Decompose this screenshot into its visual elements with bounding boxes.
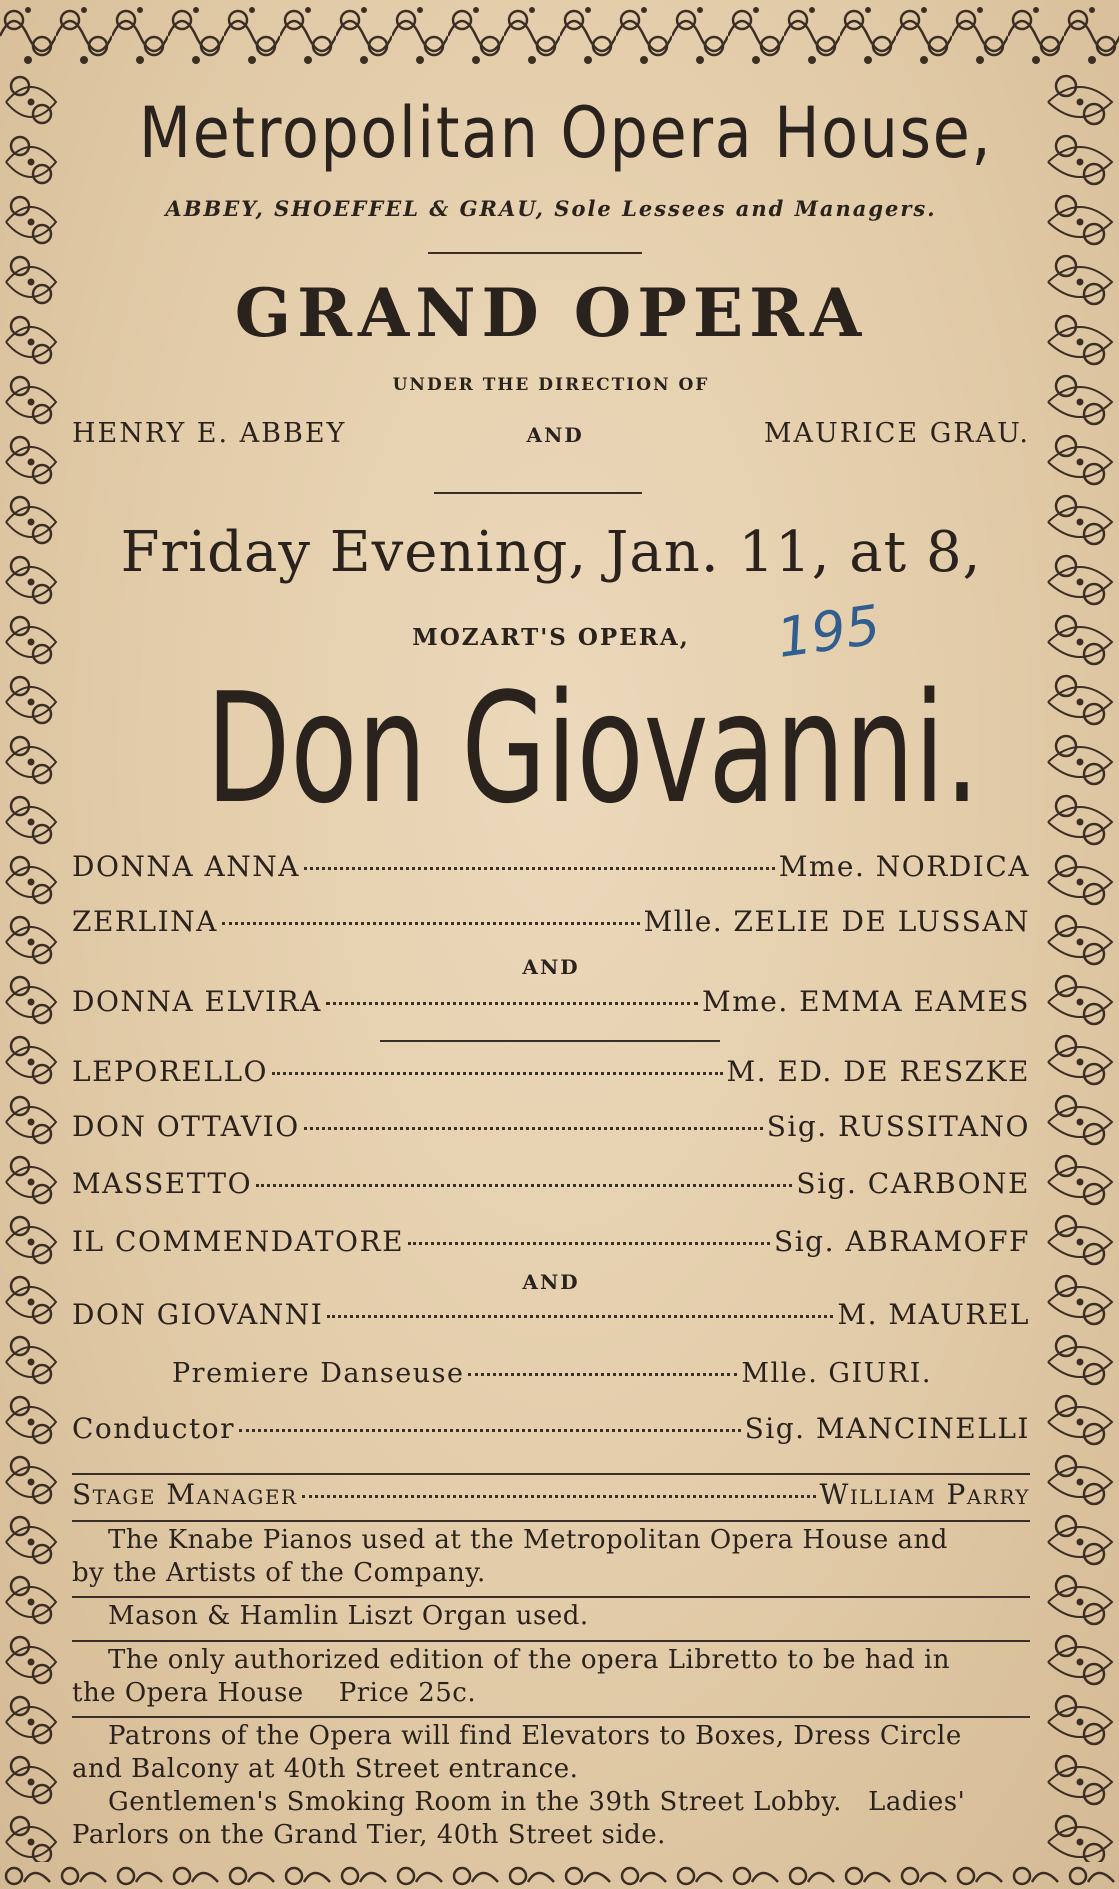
cast-row xyxy=(72,1110,1030,1143)
lessees-line: ABBEY, SHOEFFEL & GRAU, Sole Lessees and Managers. xyxy=(165,196,937,221)
role-name: Stage Manager xyxy=(72,1478,298,1511)
role-name: MASSETTO xyxy=(72,1167,253,1200)
role-name: IL COMMENDATORE xyxy=(72,1225,405,1258)
leader-dots xyxy=(239,1429,741,1432)
cast-row xyxy=(72,1225,1030,1258)
leader-dots xyxy=(468,1373,737,1376)
note-line: Mason & Hamlin Liszt Organ used. xyxy=(108,1601,589,1631)
performer-name: William Parry xyxy=(819,1478,1030,1511)
program-content xyxy=(72,80,1030,1860)
border-pattern-right xyxy=(1042,72,1119,1862)
divider-rule xyxy=(72,1473,1030,1475)
ornamental-border-right xyxy=(1042,72,1119,1862)
note-line: The only authorized edition of the opera Libretto to be had in xyxy=(108,1645,951,1675)
leader-dots xyxy=(326,1002,698,1005)
performer-name: Mme. NORDICA xyxy=(778,850,1030,883)
leader-dots xyxy=(256,1184,792,1187)
role-name: LEPORELLO xyxy=(72,1055,268,1088)
note-line: and Balcony at 40th Street entrance. xyxy=(72,1754,579,1784)
venue-title: Metropolitan Opera House, xyxy=(139,92,993,174)
cast-row xyxy=(72,850,1030,883)
role-name: Premiere Danseuse xyxy=(172,1358,465,1389)
note-line: Patrons of the Opera will find Elevators to Boxes, Dress Circle xyxy=(108,1721,962,1751)
note-pianos xyxy=(72,1524,1030,1590)
handwritten-number: 195 xyxy=(773,593,884,670)
divider-rule xyxy=(72,1716,1030,1718)
note-libretto xyxy=(72,1644,1030,1710)
border-pattern-left xyxy=(0,72,62,1862)
leader-dots xyxy=(302,1495,816,1498)
role-name: Conductor xyxy=(72,1412,235,1445)
ornamental-border-top xyxy=(0,0,1119,72)
note-elevators xyxy=(72,1720,1030,1852)
cast-row xyxy=(72,1298,1030,1331)
performer-name: Mlle. GIURI. xyxy=(741,1358,932,1389)
leader-dots xyxy=(272,1072,723,1075)
cast-and: AND xyxy=(522,955,580,979)
direction-line: UNDER THE DIRECTION OF xyxy=(392,375,710,395)
cast-and: AND xyxy=(522,1270,580,1294)
grand-opera-heading: GRAND OPERA xyxy=(234,274,868,352)
directors-and: AND xyxy=(526,423,584,447)
performer-name: Sig. ABRAMOFF xyxy=(774,1225,1030,1258)
border-pattern-bottom xyxy=(0,1862,1119,1889)
stage-manager-row xyxy=(72,1478,1030,1511)
performer-name: Mlle. ZELIE DE LUSSAN xyxy=(643,905,1030,938)
performer-name: M. MAUREL xyxy=(837,1298,1030,1331)
performer-name: Sig. MANCINELLI xyxy=(744,1412,1030,1445)
note-line: the Opera House Price 25c. xyxy=(72,1678,477,1708)
divider-rule xyxy=(428,252,642,254)
performer-name: Mme. EMMA EAMES xyxy=(702,985,1030,1018)
role-name: DONNA ANNA xyxy=(72,850,300,883)
role-name: DON OTTAVIO xyxy=(72,1110,300,1143)
divider-rule xyxy=(434,492,642,494)
leader-dots xyxy=(327,1315,833,1318)
role-name: DONNA ELVIRA xyxy=(72,985,322,1018)
opera-title: Don Giovanni. xyxy=(206,660,980,837)
divider-rule xyxy=(380,1040,720,1042)
divider-rule xyxy=(72,1520,1030,1522)
leader-dots xyxy=(408,1242,770,1245)
leader-dots xyxy=(304,867,775,870)
performer-name: Sig. CARBONE xyxy=(796,1167,1030,1200)
cast-row xyxy=(72,985,1030,1018)
director-grau: MAURICE GRAU. xyxy=(763,418,1030,449)
note-line: The Knabe Pianos used at the Metropolitan Opera House and xyxy=(108,1525,948,1555)
cast-row xyxy=(172,1358,932,1389)
border-pattern-top xyxy=(0,0,1119,72)
role-name: DON GIOVANNI xyxy=(72,1298,324,1331)
director-abbey: HENRY E. ABBEY xyxy=(72,418,347,449)
role-name: ZERLINA xyxy=(72,905,218,938)
note-line: Parlors on the Grand Tier, 40th Street side. xyxy=(72,1820,666,1850)
note-organ xyxy=(72,1600,1030,1633)
composer-line: MOZART'S OPERA, xyxy=(412,624,690,651)
cast-row xyxy=(72,1055,1030,1088)
divider-rule xyxy=(72,1640,1030,1642)
cast-row xyxy=(72,1412,1030,1445)
performance-date: Friday Evening, Jan. 11, at 8, xyxy=(120,520,982,585)
directors-line xyxy=(72,418,1030,449)
note-line: by the Artists of the Company. xyxy=(72,1558,486,1588)
leader-dots xyxy=(222,922,640,925)
performer-name: M. ED. DE RESZKE xyxy=(726,1055,1030,1088)
cast-row xyxy=(72,1167,1030,1200)
ornamental-border-bottom xyxy=(0,1862,1119,1889)
ornamental-border-left xyxy=(0,72,62,1862)
performer-name: Sig. RUSSITANO xyxy=(766,1110,1030,1143)
divider-rule xyxy=(72,1596,1030,1598)
cast-row xyxy=(72,905,1030,938)
leader-dots xyxy=(304,1127,763,1130)
note-line: Gentlemen's Smoking Room in the 39th Street Lobby. Ladies' xyxy=(108,1787,966,1817)
